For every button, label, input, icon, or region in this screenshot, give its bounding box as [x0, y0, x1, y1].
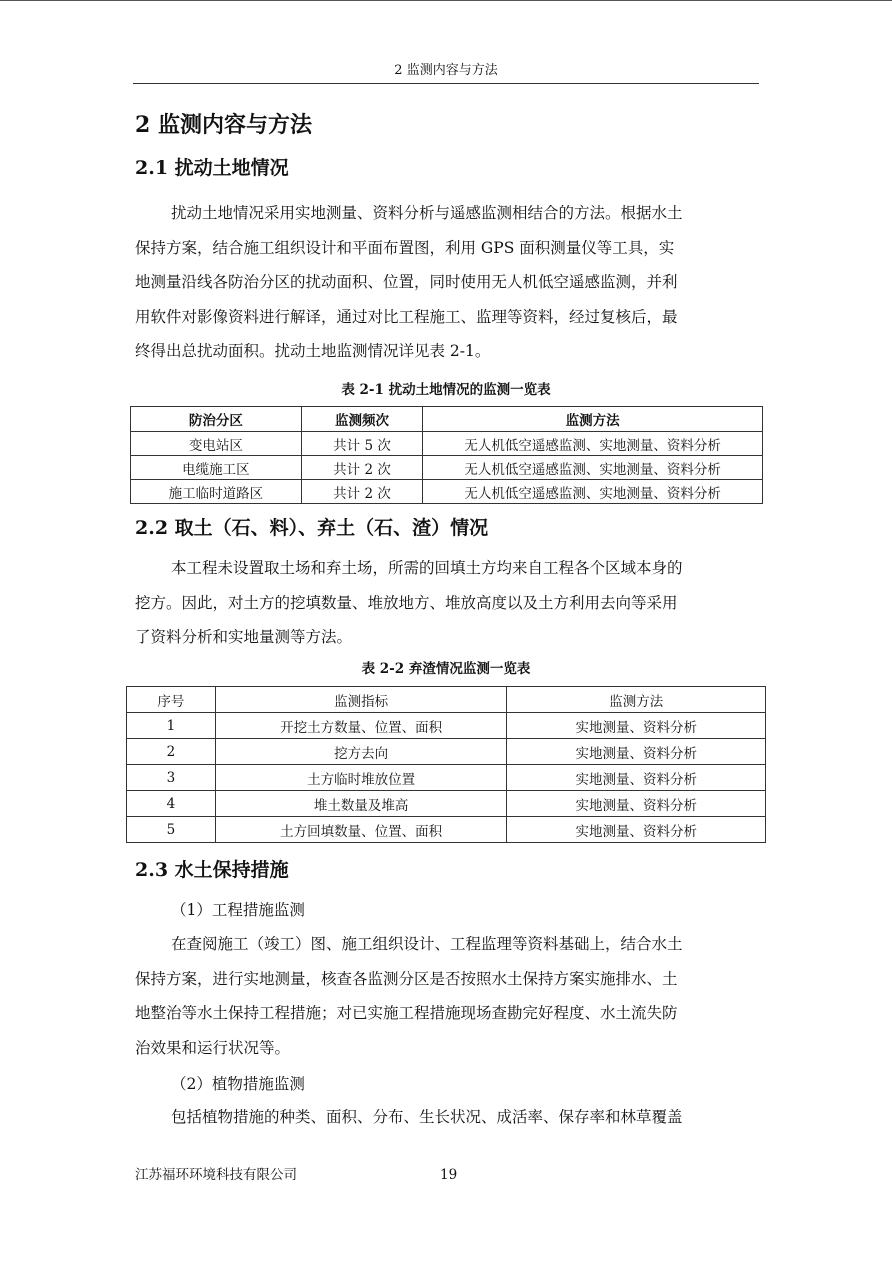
paragraph-line: 本工程未设置取土场和弃土场，所需的回填土方均来自工程各个区域本身的 [171, 559, 683, 577]
table-row [131, 432, 763, 456]
table-row [131, 456, 763, 480]
section-2-2-paragraph [135, 551, 757, 655]
paragraph-line: 用软件对影像资料进行解译，通过对比工程施工、监理等资料，经过复核后，最 [135, 307, 678, 326]
table-header-row [127, 687, 766, 713]
table-cell: 施工临时道路区 [131, 480, 302, 504]
running-header: 2 监测内容与方法 [394, 63, 498, 78]
paragraph-line: 地测量沿线各防治分区的扰动面积、位置，同时使用无人机低空遥感监测，并利 [135, 273, 678, 291]
engineering-measures-paragraph [135, 927, 757, 1065]
table-cell: 实地测量、资料分析 [507, 713, 766, 739]
engineering-measures-subtitle: （1）工程措施监测 [171, 901, 305, 919]
section-2-1-paragraph [135, 196, 757, 369]
table-cell: 电缆施工区 [131, 456, 302, 480]
table-cell: 共计 2 次 [301, 480, 423, 504]
table-header-cell: 防治分区 [131, 407, 302, 432]
table-cell: 实地测量、资料分析 [507, 817, 766, 843]
paragraph-line: 治效果和运行状况等。 [135, 1038, 291, 1057]
table-cell: 3 [127, 765, 216, 791]
paragraph-line: 地整治等水土保持工程措施；对已实施工程措施现场查勘完好程度、水土流失防 [135, 1004, 678, 1022]
table-cell: 实地测量、资料分析 [507, 765, 766, 791]
table-header-cell: 序号 [127, 687, 216, 713]
page-top-border [0, 0, 892, 1]
table-cell: 无人机低空遥感监测、实地测量、资料分析 [423, 480, 763, 504]
section-2-1-title: 2.1 扰动土地情况 [135, 157, 289, 179]
table-cell: 4 [127, 791, 216, 817]
table-cell: 土方临时堆放位置 [215, 765, 507, 791]
vegetation-measures-paragraph [135, 1100, 757, 1135]
table-header-cell: 监测方法 [507, 687, 766, 713]
table-cell: 无人机低空遥感监测、实地测量、资料分析 [423, 456, 763, 480]
table-row [127, 765, 766, 791]
section-2-3-title: 2.3 水土保持措施 [135, 859, 289, 881]
table-row [127, 739, 766, 765]
table-cell: 无人机低空遥感监测、实地测量、资料分析 [423, 432, 763, 456]
paragraph-line: 保持方案，结合施工组织设计和平面布置图，利用 GPS 面积测量仪等工具，实 [135, 238, 675, 257]
paragraph-line: 了资料分析和实地量测等方法。 [135, 628, 353, 646]
table-2-1 [130, 406, 763, 504]
table-cell: 实地测量、资料分析 [507, 791, 766, 817]
table-header-row [131, 407, 763, 432]
vegetation-measures-subtitle: （2）植物措施监测 [171, 1075, 305, 1093]
table-cell: 堆土数量及堆高 [215, 791, 507, 817]
table-cell: 2 [127, 739, 216, 765]
table-cell: 土方回填数量、位置、面积 [215, 817, 507, 843]
table-header-cell: 监测方法 [423, 407, 763, 432]
table-2-2-caption: 表 2-2 弃渣情况监测一览表 [361, 661, 531, 677]
table-row [127, 791, 766, 817]
paragraph-line: 扰动土地情况采用实地测量、资料分析与遥感监测相结合的方法。根据水土 [171, 204, 683, 222]
table-cell: 共计 5 次 [301, 432, 423, 456]
page-number: 19 [440, 1167, 458, 1183]
table-header-cell: 监测频次 [301, 407, 423, 432]
section-2-2-title: 2.2 取土（石、料）、弃土（石、渣）情况 [135, 517, 489, 539]
table-cell: 开挖土方数量、位置、面积 [215, 713, 507, 739]
table-cell: 共计 2 次 [301, 456, 423, 480]
table-cell: 实地测量、资料分析 [507, 739, 766, 765]
table-row [131, 480, 763, 504]
table-row [127, 817, 766, 843]
table-row [127, 713, 766, 739]
table-header-cell: 监测指标 [215, 687, 507, 713]
paragraph-line: 在查阅施工（竣工）图、施工组织设计、工程监理等资料基础上，结合水土 [171, 935, 683, 953]
table-2-2 [126, 686, 766, 843]
footer-company: 江苏福环环境科技有限公司 [135, 1167, 297, 1183]
table-2-1-caption: 表 2-1 扰动土地情况的监测一览表 [341, 382, 551, 398]
header-rule [133, 83, 759, 84]
paragraph-line: 包括植物措施的种类、面积、分布、生长状况、成活率、保存率和林草覆盖 [171, 1108, 683, 1126]
paragraph-line: 挖方。因此，对土方的挖填数量、堆放地方、堆放高度以及土方利用去向等采用 [135, 593, 678, 612]
paragraph-line: 终得出总扰动面积。扰动土地监测情况详见表 2-1。 [135, 342, 491, 360]
table-cell: 变电站区 [131, 432, 302, 456]
table-cell: 1 [127, 713, 216, 739]
paragraph-line: 保持方案，进行实地测量，核查各监测分区是否按照水土保持方案实施排水、土 [135, 969, 678, 988]
table-cell: 挖方去向 [215, 739, 507, 765]
table-cell: 5 [127, 817, 216, 843]
chapter-title: 2 监测内容与方法 [135, 112, 312, 138]
